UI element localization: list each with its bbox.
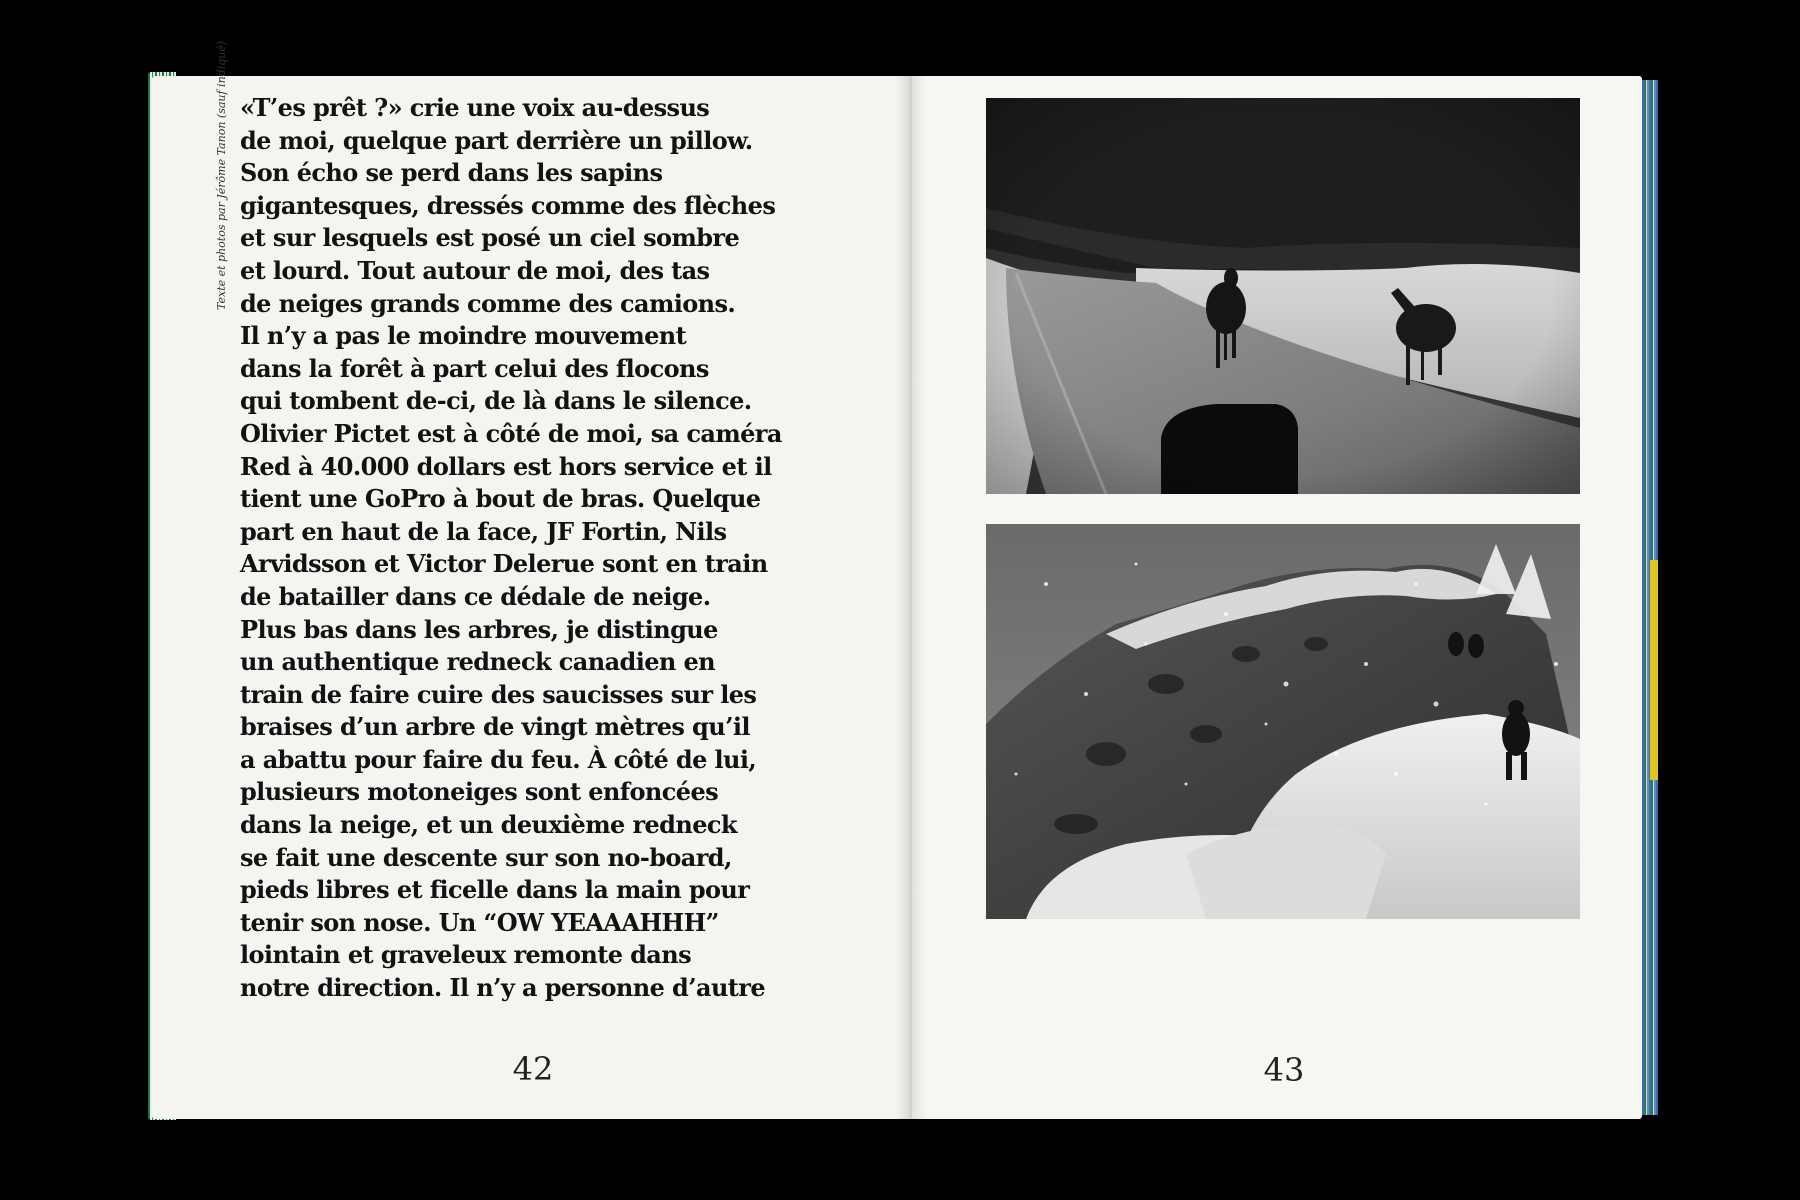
text-line: de moi, quelque part derrière un pillow. <box>240 125 753 155</box>
text-line: et lourd. Tout autour de moi, des tas <box>240 255 710 285</box>
article-text <box>240 92 840 1005</box>
text-line: de neiges grands comme des camions. <box>240 288 736 318</box>
text-line: Son écho se perd dans les sapins <box>240 158 663 188</box>
text-line: Arvidsson et Victor Delerue sont en train <box>240 549 768 579</box>
text-line: pieds libres et ficelle dans la main pour <box>240 875 750 905</box>
text-line: un authentique redneck canadien en <box>240 647 716 677</box>
text-line: «T’es prêt ?» crie une voix au-dessus <box>240 93 710 122</box>
text-line: braises d’un arbre de vingt mètres qu’il <box>240 712 750 742</box>
text-line: Plus bas dans les arbres, je distingue <box>240 614 718 644</box>
text-line: notre direction. Il n’y a personne d’autre <box>240 973 765 1003</box>
book-gutter <box>895 76 927 1119</box>
text-line: tenir son nose. Un “OW YEAAAHHH” <box>240 907 719 937</box>
text-line: Red à 40.000 dollars est hors service et il <box>240 451 772 481</box>
text-line: train de faire cuire des saucisses sur les <box>240 679 757 709</box>
text-line: a abattu pour faire du feu. À côté de lui, <box>240 744 757 774</box>
text-line: Il n’y a pas le moindre mouvement <box>240 321 687 351</box>
text-line: et sur lesquels est posé un ciel sombre <box>240 223 740 253</box>
text-line: Olivier Pictet est à côté de moi, sa caméra <box>240 418 782 448</box>
text-line: se fait une descente sur son no-board, <box>240 842 732 872</box>
page-number-left: 42 <box>512 1050 554 1088</box>
photo-moose-road <box>986 98 1580 494</box>
text-line: qui tombent de-ci, de là dans le silence. <box>240 386 752 416</box>
text-line: plusieurs motoneiges sont enfoncées <box>240 777 719 807</box>
photo-snow-rock <box>986 524 1580 919</box>
text-line: part en haut de la face, JF Fortin, Nils <box>240 516 727 546</box>
photo-credit: Texte et photos par Jérôme Tanon (sauf indiqué) <box>215 40 228 310</box>
page-number-right: 43 <box>1263 1051 1305 1089</box>
text-line: gigantesques, dressés comme des flèches <box>240 190 776 220</box>
text-line: tient une GoPro à bout de bras. Quelque <box>240 484 761 514</box>
text-line: lointain et graveleux remonte dans <box>240 940 692 970</box>
text-line: dans la neige, et un deuxième redneck <box>240 810 737 840</box>
text-line: dans la forêt à part celui des flocons <box>240 353 709 383</box>
text-line: de batailler dans ce dédale de neige. <box>240 581 711 611</box>
page-edge-accent <box>1650 560 1658 780</box>
